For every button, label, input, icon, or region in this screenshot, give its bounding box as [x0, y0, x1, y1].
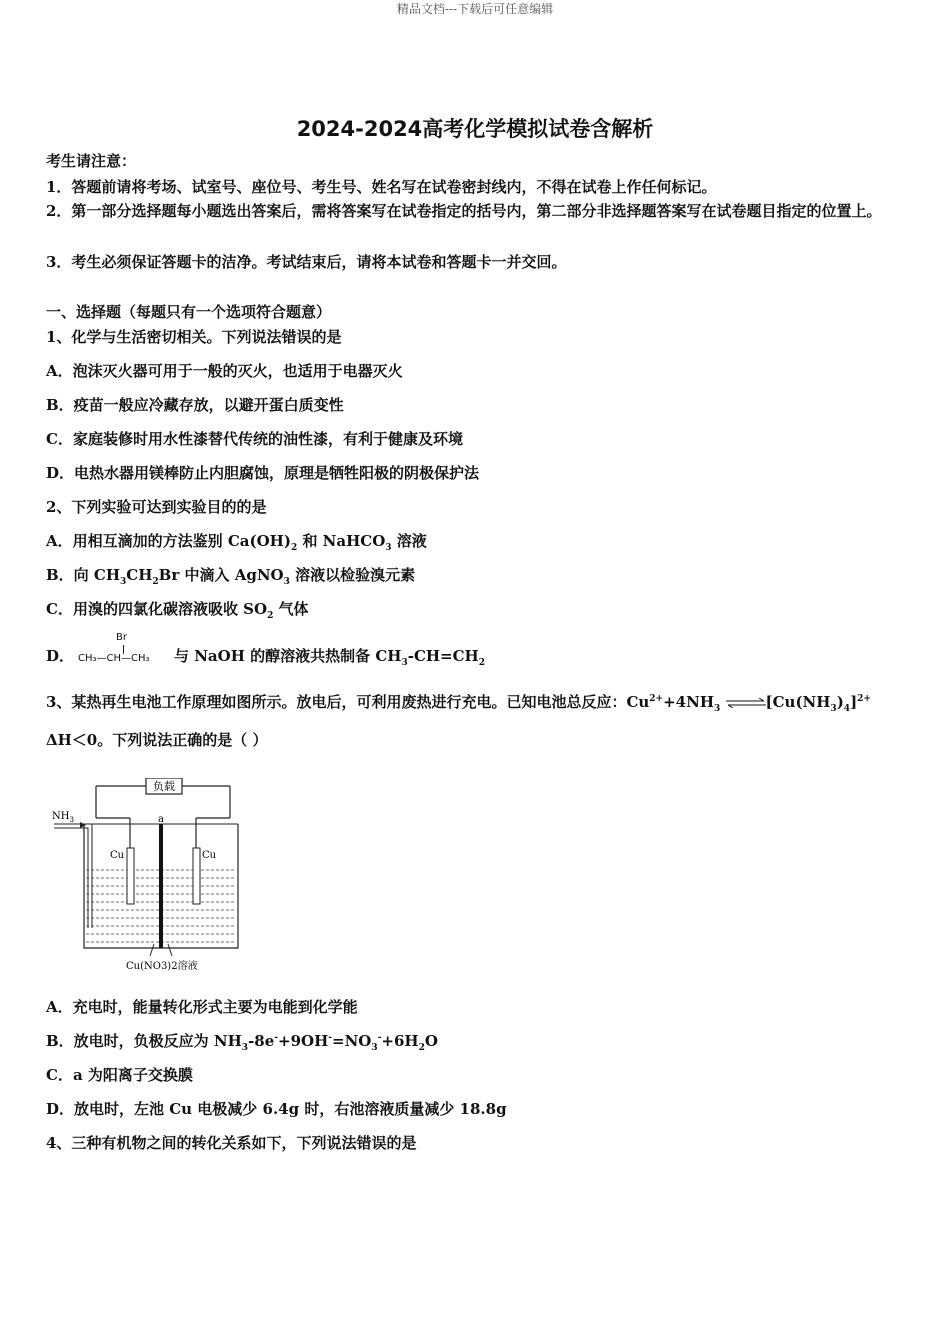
page-title: 2024-2024高考化学模拟试卷含解析	[296, 117, 654, 141]
load-label: 负载	[153, 780, 175, 793]
q2-option-a: A．用相互滴加的方法鉴别 $Ca(OH)_2$ 和 NaHCO$_3$ 溶液	[46, 532, 427, 553]
q3-option-d: D．放电时，左池 Cu 电极减少 6.4g 时，右池溶液质量减少 18.8g	[46, 1100, 507, 1118]
nh3-inlet-tube	[54, 824, 92, 928]
bromine-label: Br	[116, 632, 127, 643]
notice-item-2: 2．第一部分选择题每小题选出答案后，需将答案写在试卷指定的括号内，第二部分非选择题答案写在试卷题目指定的位置上。	[46, 202, 882, 220]
q1-option-a: A．泡沫灭火器可用于一般的灭火，也适用于电器灭火	[46, 362, 403, 380]
q3-stem-line2: ΔH＜0。下列说法正确的是（ ）	[46, 731, 268, 749]
left-electrode-label: Cu	[110, 850, 125, 861]
membrane	[159, 824, 163, 948]
q1-option-d: D．电热水器用镁棒防止内胆腐蚀，原理是牺牲阳极的阴极保护法	[46, 464, 480, 482]
header-note: 精品文档---下载后可任意编辑	[396, 2, 554, 16]
q4-stem: 4、三种有机物之间的转化关系如下，下列说法错误的是	[46, 1134, 417, 1152]
q3-stem: 3、某热再生电池工作原理如图所示。放电后，可利用废热进行充电。已知电池总反应：$Cu^{2+}+4NH_3$ $[Cu(NH_3)_4]^{2+}$	[46, 693, 871, 714]
carbon-chain: CH₃—CH—CH₃	[78, 653, 150, 664]
q3-option-c: C．a 为阳离子交换膜	[46, 1066, 193, 1084]
cell-schematic	[50, 778, 250, 978]
membrane-label: a	[158, 814, 164, 825]
q1-option-c: C．家庭装修时用水性漆替代传统的油性漆，有利于健康及环境	[46, 430, 463, 448]
q2-option-d-label: D．	[46, 647, 75, 665]
q1-option-b: B．疫苗一般应冷藏存放，以避开蛋白质变性	[46, 396, 344, 414]
q3-option-b: B．放电时，负极反应为 $NH_3-8e^-+9OH^-=NO_3^-+6H_2O$	[46, 1032, 438, 1053]
notice-heading: 考生请注意：	[46, 152, 137, 170]
equilibrium-arrow-icon	[726, 698, 766, 708]
right-electrode	[193, 848, 200, 904]
section-heading: 一、选择题（每题只有一个选项符合题意）	[46, 303, 332, 321]
q2-option-d-text: 与 NaOH 的醇溶液共热制备 $CH_3-CH=CH_2$	[174, 647, 485, 668]
notice-item-3: 3．考生必须保证答题卡的洁净。考试结束后，请将本试卷和答题卡一并交回。	[46, 253, 567, 271]
nh3-label: $NH_3$	[52, 811, 74, 824]
left-electrode	[127, 848, 134, 904]
right-electrode-label: Cu	[202, 850, 217, 861]
q2-option-c: C．用溴的四氯化碳溶液吸收 $SO_2$ 气体	[46, 600, 309, 621]
notice-item-1: 1．答题前请将考场、试室号、座位号、考生号、姓名写在试卷密封线内，不得在试卷上作任何标记。	[46, 178, 717, 196]
q1-stem: 1、化学与生活密切相关。下列说法错误的是	[46, 328, 342, 346]
solution-label: Cu(NO3)2溶液	[126, 961, 198, 972]
battery-diagram	[50, 778, 250, 982]
q2-stem: 2、下列实验可达到实验目的的是	[46, 498, 267, 516]
q3-option-a: A．充电时，能量转化形式主要为电能到化学能	[46, 998, 358, 1016]
q2-option-b: B．向 $CH_3CH_2Br$ 中滴入 AgNO$_3$ 溶液以检验溴元素	[46, 566, 416, 587]
